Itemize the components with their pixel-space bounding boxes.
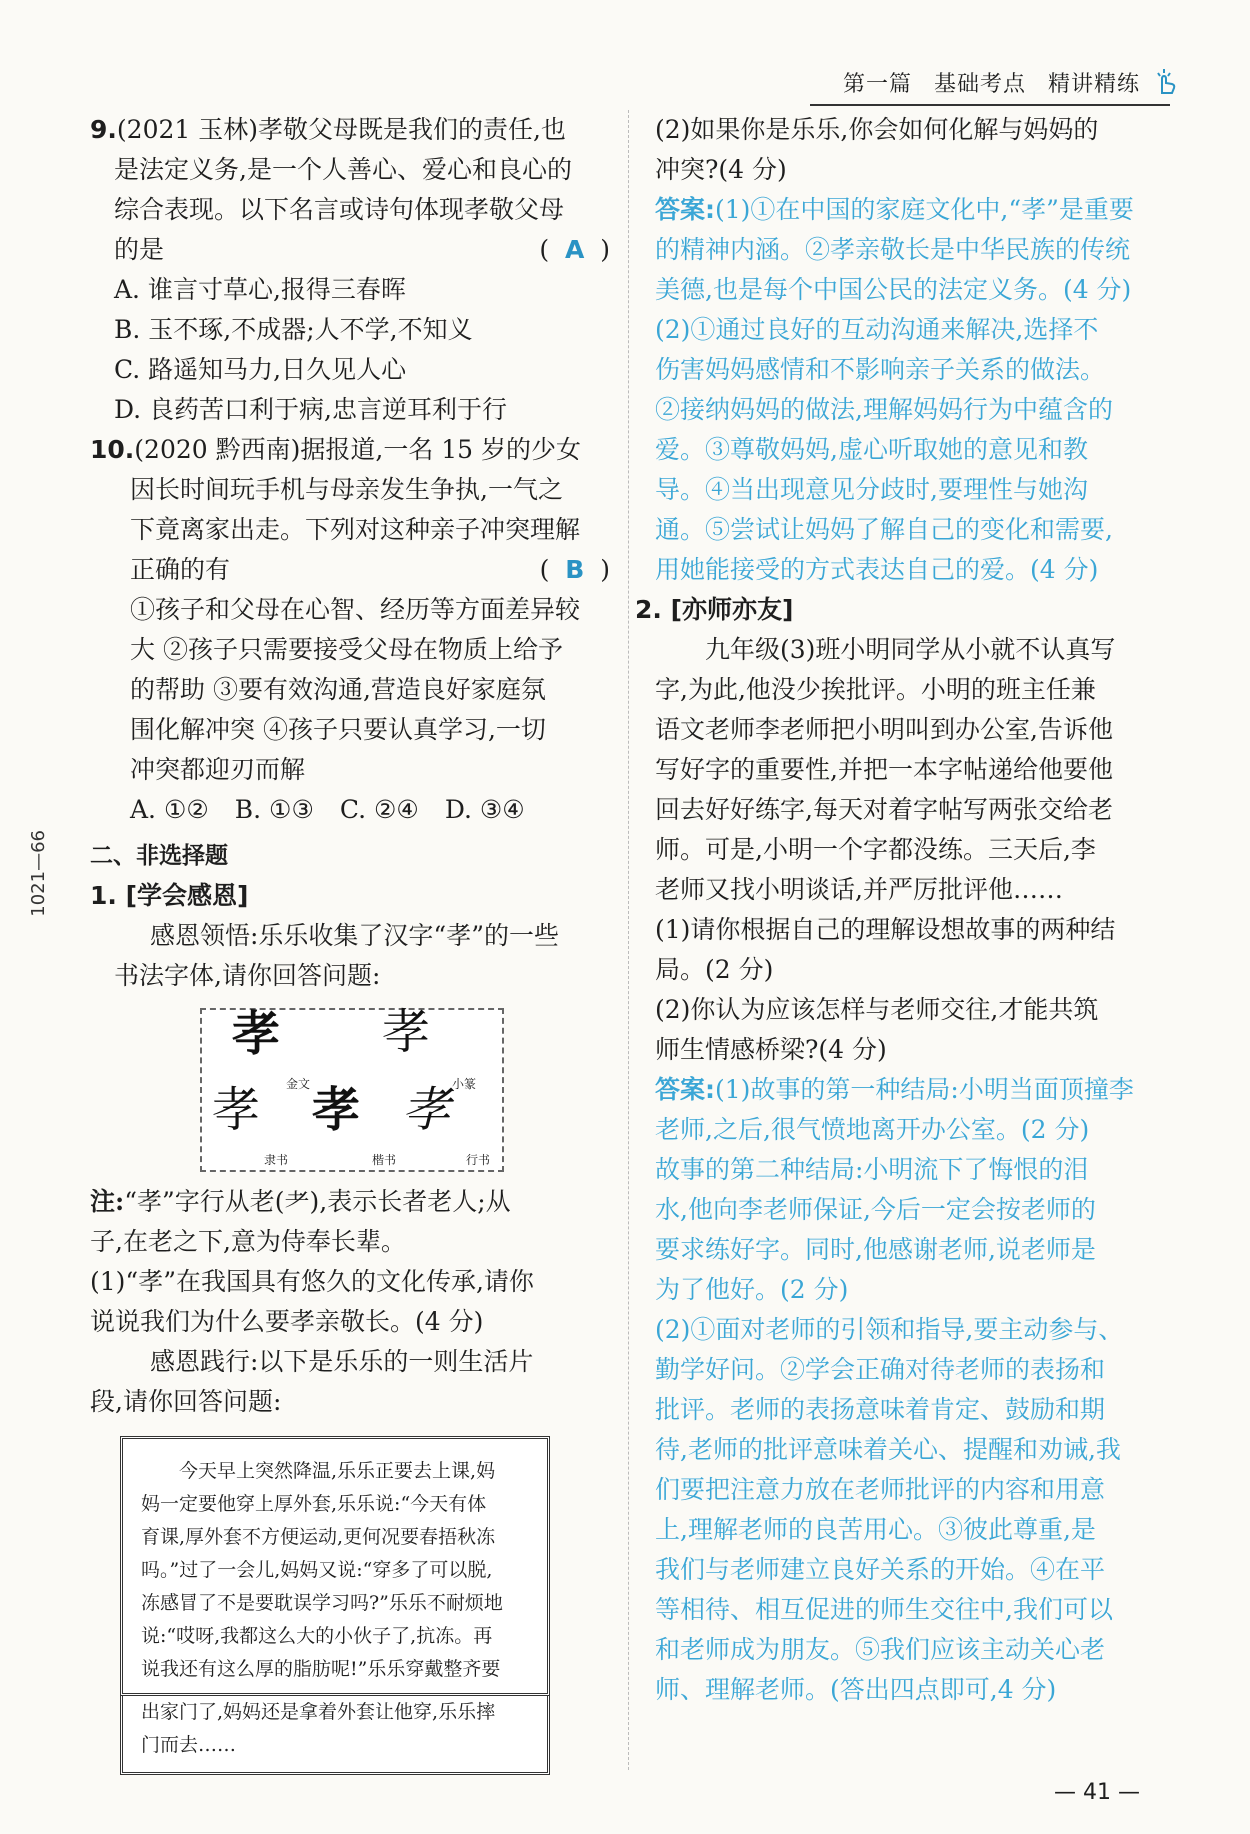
answer-text: (1)①在中国的家庭文化中,“孝”是重要	[715, 195, 1134, 224]
answer-text: 上,理解老师的良苦用心。③彼此尊重,是	[655, 1515, 1096, 1544]
sub-question: 局。(2 分)	[655, 955, 774, 984]
answer-text: 水,他向李老师保证,今后一定会按老师的	[655, 1195, 1096, 1224]
option: A. 谁言寸草心,报得三春晖	[114, 275, 406, 304]
answer-text: ②接纳妈妈的做法,理解妈妈行为中蕴含的	[655, 395, 1113, 424]
answer-text: 通。⑤尝试让妈妈了解自己的变化和需要,	[655, 515, 1113, 544]
question-text: 下竟离家出走。下列对这种亲子冲突理解	[130, 515, 581, 544]
answer-text: 为了他好。(2 分)	[655, 1275, 849, 1304]
sub-question: (1)“孝”在我国具有悠久的文化传承,请你	[90, 1267, 534, 1296]
calligraphy-jinwen: 孝	[232, 1006, 281, 1062]
answer-text: 的精神内涵。②孝亲敬长是中华民族的传统	[655, 235, 1131, 264]
practice-text: 感恩践行:以下是乐乐的一则生活片	[150, 1347, 534, 1376]
sub-question: (2)如果你是乐乐,你会如何化解与妈妈的	[655, 115, 1099, 144]
answer-choice: A	[564, 235, 585, 264]
pointer-hand-icon	[1150, 67, 1180, 97]
sub-question: 说说我们为什么要孝亲敬长。(4 分)	[90, 1307, 484, 1336]
question-title: 1. [学会感恩]	[90, 881, 249, 910]
story-line: 妈一定要他穿上厚外套,乐乐说:“今天有体	[141, 1493, 487, 1515]
page-number: — 41 —	[1054, 1780, 1140, 1805]
story-line: 出家门了,妈妈还是拿着外套让他穿,乐乐摔	[141, 1701, 496, 1723]
answer-text: 等相待、相互促进的师生交往中,我们可以	[655, 1595, 1113, 1624]
question-text: (2021 玉林)孝敬父母既是我们的责任,也	[116, 115, 566, 144]
intro-text: 感恩领悟:乐乐收集了汉字“孝”的一些	[150, 921, 559, 950]
story-line: 吗。”过了一会儿,妈妈又说:“穿多了可以脱,	[141, 1559, 493, 1581]
story-line: 九年级(3)班小明同学从小就不认真写	[705, 635, 1116, 664]
side-code: 1021—66	[28, 830, 49, 917]
intro-text: 书法字体,请你回答问题:	[114, 961, 381, 990]
answer-label: 答案:	[655, 195, 715, 224]
section-title: 二、非选择题	[90, 843, 228, 869]
answer-text: 用她能接受的方式表达自己的爱。(4 分)	[655, 555, 1099, 584]
answer-text: 爱。③尊敬妈妈,虚心听取她的意见和教	[655, 435, 1088, 464]
story-line: 说:“哎呀,我都这么大的小伙子了,抗冻。再	[141, 1625, 493, 1647]
caption-xiaozhuan: 小篆	[452, 1077, 477, 1091]
answer-text: 待,老师的批评意味着关心、提醒和劝诫,我	[655, 1435, 1121, 1464]
header-part: 第一篇	[842, 71, 912, 97]
header-practice: 精讲精练	[1047, 71, 1140, 97]
answer-text: 们要把注意力放在老师批评的内容和用意	[655, 1475, 1106, 1504]
question-2	[635, 590, 1160, 1710]
answer-block-q2	[655, 1070, 1160, 1710]
story-line: 写好字的重要性,并把一本字帖递给他要他	[655, 755, 1113, 784]
story-line: 今天早上突然降温,乐乐正要去上课,妈	[179, 1460, 496, 1482]
question-text: 正确的有	[130, 555, 231, 584]
story-line: 回去好好练字,每天对着字帖写两张交给老	[655, 795, 1113, 824]
option: D. ③④	[444, 795, 525, 824]
page-header	[821, 62, 1180, 102]
story-line: 门而去……	[141, 1734, 237, 1756]
header-section: 基础考点	[933, 71, 1026, 97]
story-scroll	[120, 1436, 550, 1696]
note-label: 注:	[90, 1187, 125, 1216]
calligraphy-kaishu: 孝	[312, 1082, 361, 1138]
option: B. 玉不琢,不成器;人不学,不知义	[114, 315, 473, 344]
answer-text: (1)故事的第一种结局:小明当面顶撞李	[715, 1075, 1134, 1104]
answer-text: (2)①面对老师的引领和指导,要主动参与、	[655, 1315, 1124, 1344]
story-line: 字,为此,他没少挨批评。小明的班主任兼	[655, 675, 1096, 704]
question-10: 10.(2020 黔西南)据报道,一名 15 岁的少女 因长时间玩手机与母亲发生争执,一气之 下竟离家出走。下列对这种亲子冲突理解 正确的有 ( B ) ①孩子和父母在心智、经历等方面差异较 大 ②孩子只需要接受父母在物质上给予 的帮助 ③要有效沟通,营造良好家庭氛 围化解冲突 ④孩子只要认真学习,一切 冲突都迎刃而解 A. ①② B. ①③ C. ②④ D. ③④	[90, 430, 610, 830]
question-text: (2020 黔西南)据报道,一名 15 岁的少女	[134, 435, 582, 464]
statement: 大 ②孩子只需要接受父母在物质上给予	[130, 635, 563, 664]
story-line: 老师又找小明谈话,并严厉批评他……	[655, 875, 1063, 904]
note-text: “孝”字行从老(耂),表示长者老人;从	[124, 1187, 511, 1216]
calligraphy-figure	[200, 1004, 504, 1172]
option: B. ①③	[234, 795, 314, 824]
left-column	[90, 110, 610, 1775]
question-9: 9.(2021 玉林)孝敬父母既是我们的责任,也 是法定义务,是一个人善心、爱心和良心的 综合表现。以下名言或诗句体现孝敬父母 的是 ( A ) A. 谁言寸草心,报得三春晖 B. 玉不琢,不成器;人不学,不知义 C. 路遥知马力,日久见人心 D. 良药苦口利于病,忠言逆耳利于行	[90, 110, 610, 430]
sub-question: (2)你认为应该怎样与老师交往,才能共筑	[655, 995, 1099, 1024]
answer-choice: B	[565, 555, 585, 584]
question-title: 2. [亦师亦友]	[635, 595, 794, 624]
caption-xingshu: 行书	[466, 1153, 491, 1167]
question-text: 综合表现。以下名言或诗句体现孝敬父母	[114, 195, 565, 224]
statement: 围化解冲突 ④孩子只要认真学习,一切	[130, 715, 546, 744]
sub-question: 师生情感桥梁?(4 分)	[655, 1035, 887, 1064]
question-number: 10.	[90, 435, 135, 464]
option: C. 路遥知马力,日久见人心	[114, 355, 407, 384]
option: C. ②④	[339, 795, 419, 824]
story-line: 说我还有这么厚的脂肪呢!”乐乐穿戴整齐要	[141, 1658, 501, 1680]
caption-lishu: 隶书	[264, 1153, 289, 1167]
answer-label: 答案:	[655, 1075, 715, 1104]
answer-text: 美德,也是每个中国公民的法定义务。(4 分)	[655, 275, 1132, 304]
question-text: 是法定义务,是一个人善心、爱心和良心的	[114, 155, 572, 184]
story-line: 语文老师李老师把小明叫到办公室,告诉他	[655, 715, 1113, 744]
answer-text: 批评。老师的表扬意味着肯定、鼓励和期	[655, 1395, 1106, 1424]
question-text: 的是	[114, 235, 165, 264]
sub-question: (1)请你根据自己的理解设想故事的两种结	[655, 915, 1116, 944]
option: A. ①②	[130, 795, 209, 824]
question-1	[90, 876, 610, 1775]
caption-kaishu: 楷书	[372, 1153, 397, 1167]
answer-block-q1	[655, 190, 1160, 590]
answer-text: 老师,之后,很气愤地离开办公室。(2 分)	[655, 1115, 1090, 1144]
calligraphy-lishu: 孝	[212, 1082, 261, 1138]
answer-text: 导。④当出现意见分歧时,要理性与她沟	[655, 475, 1088, 504]
question-number: 9.	[90, 115, 117, 144]
answer-text: 勤学好问。②学会正确对待老师的表扬和	[655, 1355, 1106, 1384]
calligraphy-xingshu: 孝	[402, 1082, 451, 1138]
caption-jinwen: 金文	[286, 1077, 311, 1091]
answer-text: 和老师成为朋友。⑤我们应该主动关心老	[655, 1635, 1106, 1664]
statement: 的帮助 ③要有效沟通,营造良好家庭氛	[130, 675, 546, 704]
statement: ①孩子和父母在心智、经历等方面差异较	[130, 595, 581, 624]
sub-question: 冲突?(4 分)	[655, 155, 787, 184]
answer-text: 师、理解老师。(答出四点即可,4 分)	[655, 1675, 1057, 1704]
story-line: 师。可是,小明一个字都没练。三天后,李	[655, 835, 1096, 864]
answer-text: (2)①通过良好的互动沟通来解决,选择不	[655, 315, 1099, 344]
answer-text: 伤害妈妈感情和不影响亲子关系的做法。	[655, 355, 1106, 384]
note-text: 子,在老之下,意为侍奉长辈。	[90, 1227, 406, 1256]
story-line: 冻感冒了不是要耽误学习吗?”乐乐不耐烦地	[141, 1592, 503, 1614]
story-line: 育课,厚外套不方便运动,更何况要春捂秋冻	[141, 1526, 496, 1548]
practice-text: 段,请你回答问题:	[90, 1387, 282, 1416]
option: D. 良药苦口利于病,忠言逆耳利于行	[114, 395, 507, 424]
column-divider	[628, 110, 629, 1770]
header-rule	[810, 104, 1170, 106]
answer-text: 要求练好字。同时,他感谢老师,说老师是	[655, 1235, 1096, 1264]
statement: 冲突都迎刃而解	[130, 755, 306, 784]
question-text: 因长时间玩手机与母亲发生争执,一气之	[130, 475, 563, 504]
answer-text: 故事的第二种结局:小明流下了悔恨的泪	[655, 1155, 1089, 1184]
right-column	[635, 110, 1160, 1710]
answer-text: 我们与老师建立良好关系的开始。④在平	[655, 1555, 1106, 1584]
calligraphy-xiaozhuan: 孝	[382, 1004, 431, 1060]
